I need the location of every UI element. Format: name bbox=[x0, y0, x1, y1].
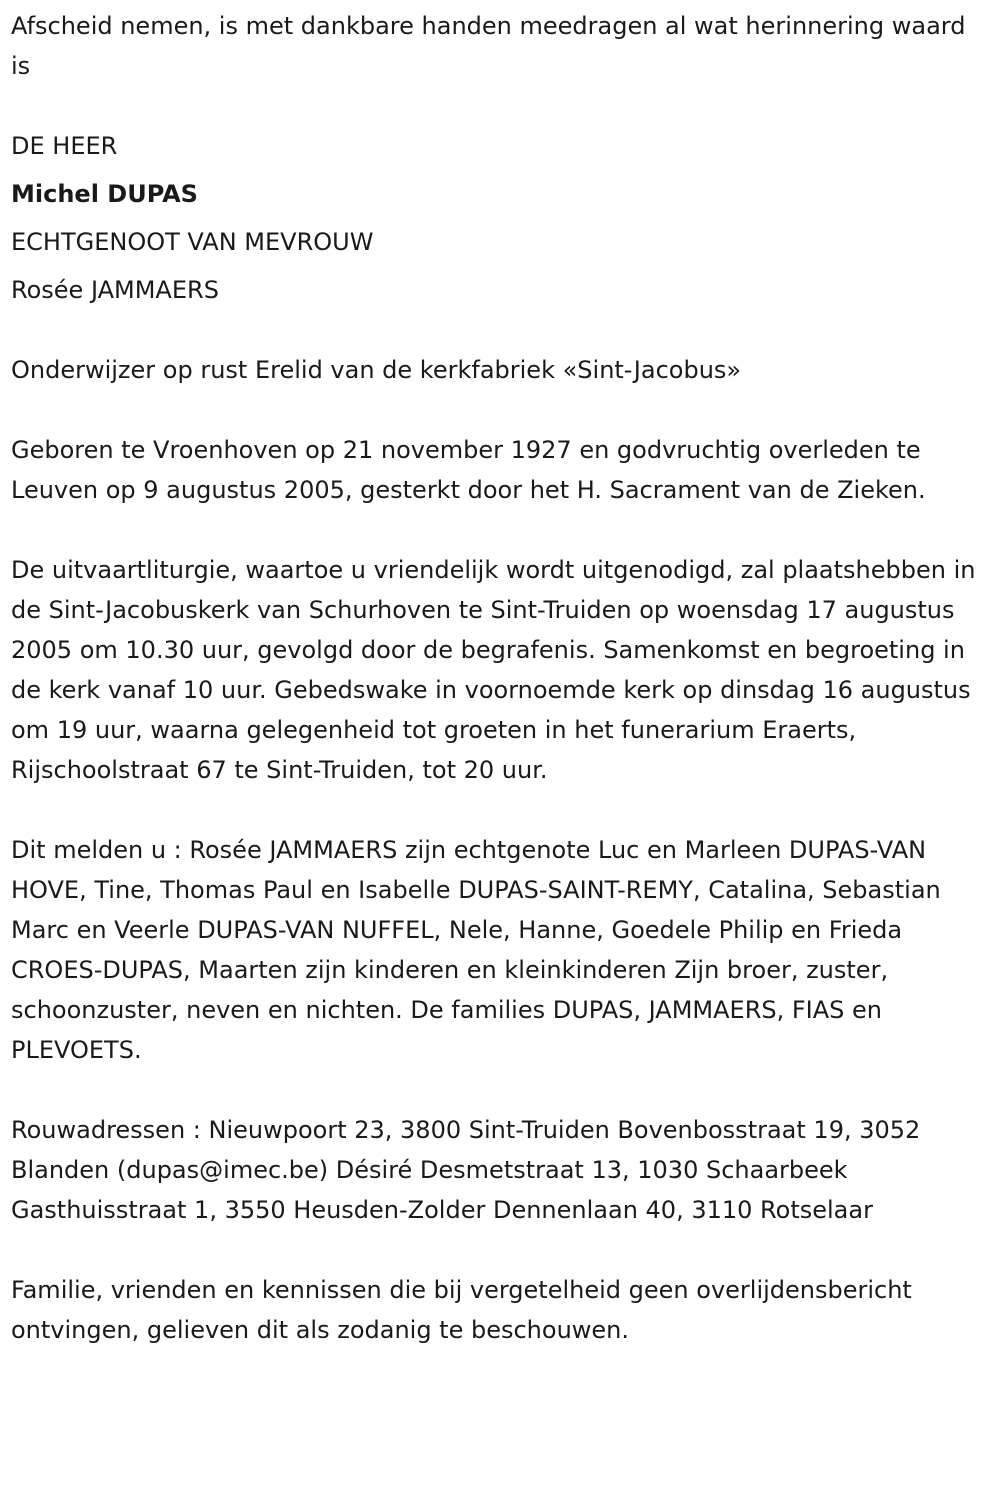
title-text: DE HEER bbox=[11, 132, 118, 160]
deceased-header bbox=[11, 126, 980, 310]
funeral-text: De uitvaartliturgie, waartoe u vriendelijk wordt uitgenodigd, zal plaatshebben in de Sint-Jacobuskerk van Schurhoven te Sint-Truiden op woensdag 17 augustus 2005 om 10.30 uur, gevolgd door de begrafenis. Samenkomst en begroeting in de kerk vanaf 10 uur. Gebedswake in voornoemde kerk op dinsdag 16 augustus om 19 uur, waarna gelegenheid tot groeten in het funerarium Eraerts, Rijschoolstraat 67 te Sint-Truiden, tot 20 uur. bbox=[11, 556, 976, 784]
family-text: Dit melden u : Rosée JAMMAERS zijn echtgenote Luc en Marleen DUPAS-VAN HOVE, Tine, Thomas Paul en Isabelle DUPAS-SAINT-REMY, Catalina, Sebastian Marc en Veerle DUPAS-VAN NUFFEL, Nele, Hanne, Goedele Philip en Frieda CROES-DUPAS, Maarten zijn kinderen en kleinkinderen Zijn broer, zuster, schoonzuster, neven en nichten. De families DUPAS, JAMMAERS, FIAS en PLEVOETS. bbox=[11, 836, 941, 1064]
deceased-name: Michel DUPAS bbox=[11, 180, 198, 208]
closing-text: Familie, vrienden en kennissen die bij vergetelheid geen overlijdensbericht ontvingen, gelieven dit als zodanig te beschouwen. bbox=[11, 1276, 912, 1344]
motto-text: Afscheid nemen, is met dankbare handen meedragen al wat herinnering waard is bbox=[11, 12, 966, 80]
occupation-text: Onderwijzer op rust Erelid van de kerkfabriek «Sint-Jacobus» bbox=[11, 356, 742, 384]
spouse-name: Rosée JAMMAERS bbox=[11, 276, 219, 304]
relation-text: ECHTGENOOT VAN MEVROUW bbox=[11, 228, 374, 256]
birth-death-text: Geboren te Vroenhoven op 21 november 1927 en godvruchtig overleden te Leuven op 9 augustus 2005, gesterkt door het H. Sacrament van de Zieken. bbox=[11, 436, 926, 504]
addresses-text: Rouwadressen : Nieuwpoort 23, 3800 Sint-Truiden Bovenbosstraat 19, 3052 Blanden (dupas@imec.be) Désiré Desmetstraat 13, 1030 Schaarbeek Gasthuisstraat 1, 3550 Heusden-Zolder Dennenlaan 40, 3110 Rotselaar bbox=[11, 1116, 921, 1224]
